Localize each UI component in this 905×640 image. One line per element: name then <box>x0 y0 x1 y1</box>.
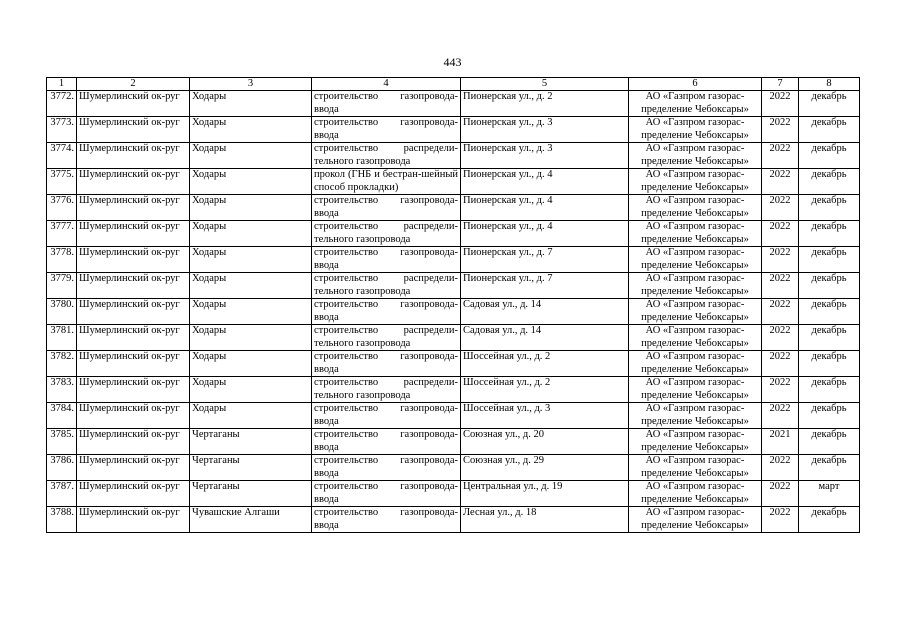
year-cell: 2021 <box>762 429 799 455</box>
row-number-cell: 3785. <box>47 429 77 455</box>
month-cell: декабрь <box>799 429 860 455</box>
work-type-cell: строительство газопровода-ввода <box>312 455 461 481</box>
column-header: 1 <box>47 78 77 91</box>
table-row <box>47 143 860 169</box>
column-number-row <box>47 78 860 91</box>
work-type-cell: строительство газопровода-ввода <box>312 91 461 117</box>
organization-cell: АО «Газпром газорас-пределение Чебоксары» <box>629 429 762 455</box>
month-cell: декабрь <box>799 455 860 481</box>
settlement-cell: Ходары <box>190 325 312 351</box>
column-header: 6 <box>629 78 762 91</box>
work-type-cell: строительство распредели-тельного газопровода <box>312 325 461 351</box>
settlement-cell: Ходары <box>190 273 312 299</box>
address-cell: Шоссейная ул., д. 2 <box>461 377 629 403</box>
year-cell: 2022 <box>762 377 799 403</box>
year-cell: 2022 <box>762 195 799 221</box>
settlement-cell: Ходары <box>190 221 312 247</box>
table-row <box>47 403 860 429</box>
year-cell: 2022 <box>762 507 799 533</box>
work-type-cell: строительство газопровода-ввода <box>312 481 461 507</box>
organization-cell: АО «Газпром газорас-пределение Чебоксары» <box>629 143 762 169</box>
settlement-cell: Ходары <box>190 117 312 143</box>
district-cell: Шумерлинский ок-руг <box>77 221 190 247</box>
row-number-cell: 3788. <box>47 507 77 533</box>
table-row <box>47 455 860 481</box>
table-row <box>47 325 860 351</box>
district-cell: Шумерлинский ок-руг <box>77 299 190 325</box>
row-number-cell: 3779. <box>47 273 77 299</box>
month-cell: декабрь <box>799 507 860 533</box>
district-cell: Шумерлинский ок-руг <box>77 195 190 221</box>
year-cell: 2022 <box>762 169 799 195</box>
settlement-cell: Ходары <box>190 299 312 325</box>
settlement-cell: Ходары <box>190 195 312 221</box>
district-cell: Шумерлинский ок-руг <box>77 143 190 169</box>
row-number-cell: 3773. <box>47 117 77 143</box>
column-header: 3 <box>190 78 312 91</box>
month-cell: декабрь <box>799 403 860 429</box>
organization-cell: АО «Газпром газорас-пределение Чебоксары» <box>629 299 762 325</box>
address-cell: Пионерская ул., д. 4 <box>461 221 629 247</box>
year-cell: 2022 <box>762 481 799 507</box>
row-number-cell: 3774. <box>47 143 77 169</box>
year-cell: 2022 <box>762 247 799 273</box>
address-cell: Пионерская ул., д. 3 <box>461 143 629 169</box>
registry-table <box>46 77 860 533</box>
month-cell: декабрь <box>799 143 860 169</box>
settlement-cell: Ходары <box>190 351 312 377</box>
address-cell: Пионерская ул., д. 3 <box>461 117 629 143</box>
table-body <box>47 91 860 533</box>
year-cell: 2022 <box>762 351 799 377</box>
organization-cell: АО «Газпром газорас-пределение Чебоксары» <box>629 247 762 273</box>
work-type-cell: строительство газопровода-ввода <box>312 247 461 273</box>
district-cell: Шумерлинский ок-руг <box>77 351 190 377</box>
organization-cell: АО «Газпром газорас-пределение Чебоксары» <box>629 507 762 533</box>
table-row <box>47 195 860 221</box>
work-type-cell: строительство распредели-тельного газопровода <box>312 377 461 403</box>
table-row <box>47 377 860 403</box>
row-number-cell: 3778. <box>47 247 77 273</box>
month-cell: декабрь <box>799 221 860 247</box>
table-row <box>47 429 860 455</box>
work-type-cell: строительство распредели-тельного газопровода <box>312 273 461 299</box>
column-header: 4 <box>312 78 461 91</box>
organization-cell: АО «Газпром газорас-пределение Чебоксары» <box>629 221 762 247</box>
settlement-cell: Чертаганы <box>190 429 312 455</box>
work-type-cell: строительство распредели-тельного газопровода <box>312 221 461 247</box>
year-cell: 2022 <box>762 221 799 247</box>
month-cell: декабрь <box>799 117 860 143</box>
settlement-cell: Чертаганы <box>190 481 312 507</box>
district-cell: Шумерлинский ок-руг <box>77 455 190 481</box>
organization-cell: АО «Газпром газорас-пределение Чебоксары» <box>629 481 762 507</box>
month-cell: декабрь <box>799 273 860 299</box>
work-type-cell: строительство газопровода-ввода <box>312 429 461 455</box>
settlement-cell: Ходары <box>190 143 312 169</box>
row-number-cell: 3786. <box>47 455 77 481</box>
address-cell: Союзная ул., д. 29 <box>461 455 629 481</box>
work-type-cell: строительство распредели-тельного газопровода <box>312 143 461 169</box>
month-cell: март <box>799 481 860 507</box>
month-cell: декабрь <box>799 351 860 377</box>
column-header: 8 <box>799 78 860 91</box>
work-type-cell: строительство газопровода-ввода <box>312 299 461 325</box>
table-row <box>47 481 860 507</box>
table-row <box>47 273 860 299</box>
organization-cell: АО «Газпром газорас-пределение Чебоксары» <box>629 325 762 351</box>
year-cell: 2022 <box>762 143 799 169</box>
year-cell: 2022 <box>762 403 799 429</box>
organization-cell: АО «Газпром газорас-пределение Чебоксары» <box>629 117 762 143</box>
address-cell: Садовая ул., д. 14 <box>461 325 629 351</box>
row-number-cell: 3772. <box>47 91 77 117</box>
district-cell: Шумерлинский ок-руг <box>77 247 190 273</box>
settlement-cell: Ходары <box>190 169 312 195</box>
month-cell: декабрь <box>799 325 860 351</box>
address-cell: Садовая ул., д. 14 <box>461 299 629 325</box>
work-type-cell: строительство газопровода-ввода <box>312 351 461 377</box>
organization-cell: АО «Газпром газорас-пределение Чебоксары» <box>629 403 762 429</box>
organization-cell: АО «Газпром газорас-пределение Чебоксары» <box>629 195 762 221</box>
table-row <box>47 221 860 247</box>
district-cell: Шумерлинский ок-руг <box>77 481 190 507</box>
settlement-cell: Чертаганы <box>190 455 312 481</box>
organization-cell: АО «Газпром газорас-пределение Чебоксары» <box>629 455 762 481</box>
organization-cell: АО «Газпром газорас-пределение Чебоксары» <box>629 169 762 195</box>
row-number-cell: 3782. <box>47 351 77 377</box>
district-cell: Шумерлинский ок-руг <box>77 507 190 533</box>
row-number-cell: 3780. <box>47 299 77 325</box>
table-row <box>47 351 860 377</box>
organization-cell: АО «Газпром газорас-пределение Чебоксары» <box>629 351 762 377</box>
row-number-cell: 3787. <box>47 481 77 507</box>
district-cell: Шумерлинский ок-руг <box>77 403 190 429</box>
address-cell: Пионерская ул., д. 7 <box>461 247 629 273</box>
column-header: 5 <box>461 78 629 91</box>
row-number-cell: 3783. <box>47 377 77 403</box>
address-cell: Пионерская ул., д. 7 <box>461 273 629 299</box>
settlement-cell: Ходары <box>190 403 312 429</box>
address-cell: Пионерская ул., д. 4 <box>461 169 629 195</box>
organization-cell: АО «Газпром газорас-пределение Чебоксары» <box>629 91 762 117</box>
work-type-cell: строительство газопровода-ввода <box>312 403 461 429</box>
year-cell: 2022 <box>762 91 799 117</box>
organization-cell: АО «Газпром газорас-пределение Чебоксары» <box>629 377 762 403</box>
table-row <box>47 117 860 143</box>
month-cell: декабрь <box>799 299 860 325</box>
column-header: 2 <box>77 78 190 91</box>
district-cell: Шумерлинский ок-руг <box>77 325 190 351</box>
address-cell: Лесная ул., д. 18 <box>461 507 629 533</box>
month-cell: декабрь <box>799 169 860 195</box>
district-cell: Шумерлинский ок-руг <box>77 91 190 117</box>
district-cell: Шумерлинский ок-руг <box>77 169 190 195</box>
year-cell: 2022 <box>762 299 799 325</box>
district-cell: Шумерлинский ок-руг <box>77 273 190 299</box>
district-cell: Шумерлинский ок-руг <box>77 117 190 143</box>
address-cell: Центральная ул., д. 19 <box>461 481 629 507</box>
row-number-cell: 3784. <box>47 403 77 429</box>
address-cell: Союзная ул., д. 20 <box>461 429 629 455</box>
month-cell: декабрь <box>799 195 860 221</box>
address-cell: Шоссейная ул., д. 3 <box>461 403 629 429</box>
organization-cell: АО «Газпром газорас-пределение Чебоксары» <box>629 273 762 299</box>
page-number: 443 <box>443 55 462 69</box>
settlement-cell: Ходары <box>190 91 312 117</box>
address-cell: Пионерская ул., д. 4 <box>461 195 629 221</box>
row-number-cell: 3781. <box>47 325 77 351</box>
month-cell: декабрь <box>799 247 860 273</box>
year-cell: 2022 <box>762 325 799 351</box>
district-cell: Шумерлинский ок-руг <box>77 429 190 455</box>
table-row <box>47 91 860 117</box>
work-type-cell: строительство газопровода-ввода <box>312 195 461 221</box>
year-cell: 2022 <box>762 273 799 299</box>
work-type-cell: прокол (ГНБ и бестран-шейный способ прокладки) <box>312 169 461 195</box>
year-cell: 2022 <box>762 455 799 481</box>
row-number-cell: 3776. <box>47 195 77 221</box>
settlement-cell: Ходары <box>190 247 312 273</box>
table-row <box>47 247 860 273</box>
column-header: 7 <box>762 78 799 91</box>
settlement-cell: Чувашские Алгаши <box>190 507 312 533</box>
month-cell: декабрь <box>799 91 860 117</box>
settlement-cell: Ходары <box>190 377 312 403</box>
row-number-cell: 3775. <box>47 169 77 195</box>
month-cell: декабрь <box>799 377 860 403</box>
table-row <box>47 299 860 325</box>
work-type-cell: строительство газопровода-ввода <box>312 507 461 533</box>
table-row <box>47 169 860 195</box>
work-type-cell: строительство газопровода-ввода <box>312 117 461 143</box>
address-cell: Пионерская ул., д. 2 <box>461 91 629 117</box>
row-number-cell: 3777. <box>47 221 77 247</box>
address-cell: Шоссейная ул., д. 2 <box>461 351 629 377</box>
year-cell: 2022 <box>762 117 799 143</box>
table-row <box>47 507 860 533</box>
district-cell: Шумерлинский ок-руг <box>77 377 190 403</box>
